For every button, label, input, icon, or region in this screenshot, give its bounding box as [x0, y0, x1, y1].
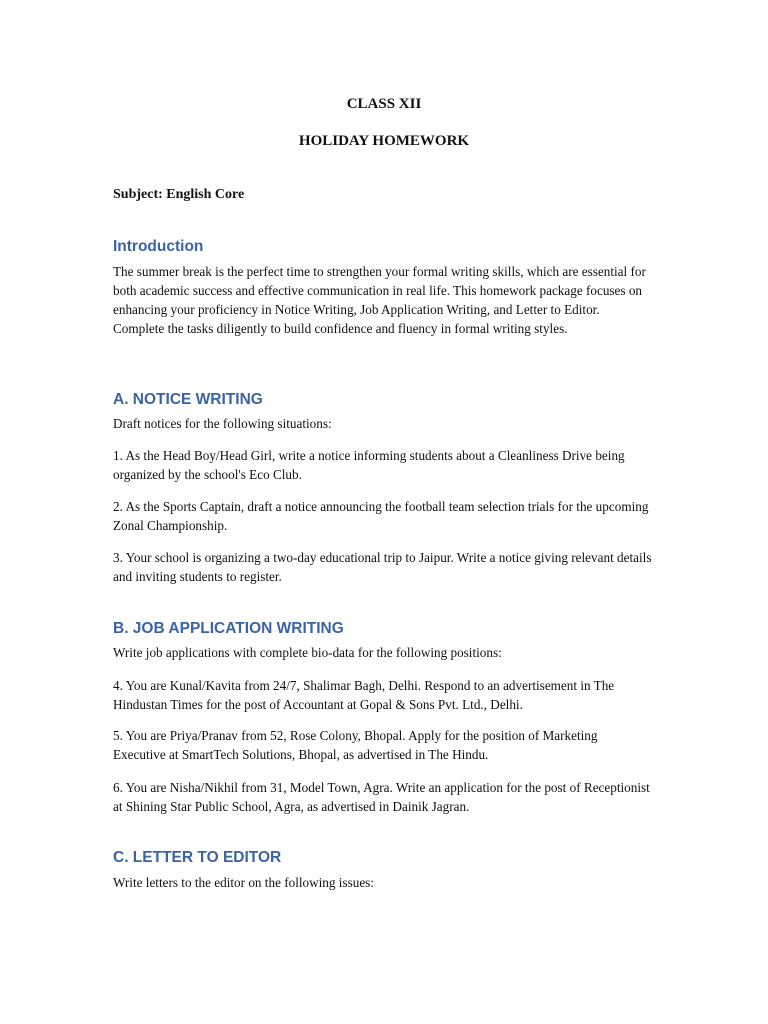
class-title: CLASS XII: [346, 96, 422, 112]
job-instruction: Write job applications with complete bio-data for the following positions:: [113, 645, 502, 660]
homework-title: HOLIDAY HOMEWORK: [298, 133, 470, 149]
job-item-5: 5. You are Priya/Pranav from 52, Rose Colony, Bhopal. Apply for the position of Marketing Executive at SmartTech Solutions, Bhopal, as advertised in The Hindu.: [113, 728, 598, 762]
notice-item-2: 2. As the Sports Captain, draft a notice announcing the football team selection trials for the upcoming Zonal Championship.: [113, 499, 649, 533]
subject-line: Subject: English Core: [113, 187, 245, 202]
introduction-heading: Introduction: [113, 238, 204, 255]
notice-item-1: 1. As the Head Boy/Head Girl, write a notice informing students about a Cleanliness Drive being organized by the school's Eco Club.: [113, 448, 625, 482]
job-item-6: 6. You are Nisha/Nikhil from 31, Model Town, Agra. Write an application for the post of Receptionist at Shining Star Public School, Agra, as advertised in Dainik Jagran.: [113, 780, 650, 814]
introduction-paragraph: The summer break is the perfect time to strengthen your formal writing skills, which are essential for both academic success and effective communication in real life. This homework package focuses on enhancing your proficiency in Notice Writing, Job Application Writing, and Letter to Editor. Complete the tasks diligently to build confidence and fluency in formal writing styles.: [113, 264, 646, 336]
job-item-4: 4. You are Kunal/Kavita from 24/7, Shalimar Bagh, Delhi. Respond to an advertisement in The Hindustan Times for the post of Accountant at Gopal & Sons Pvt. Ltd., Delhi.: [113, 678, 615, 712]
notice-writing-heading: A. NOTICE WRITING: [113, 391, 263, 408]
letter-instruction: Write letters to the editor on the following issues:: [113, 875, 374, 890]
letter-to-editor-heading: C. LETTER TO EDITOR: [113, 849, 282, 866]
notice-item-3: 3. Your school is organizing a two-day educational trip to Jaipur. Write a notice giving relevant details and inviting students to register.: [113, 550, 652, 584]
job-application-heading: B. JOB APPLICATION WRITING: [113, 620, 344, 637]
notice-instruction: Draft notices for the following situations:: [113, 416, 332, 431]
